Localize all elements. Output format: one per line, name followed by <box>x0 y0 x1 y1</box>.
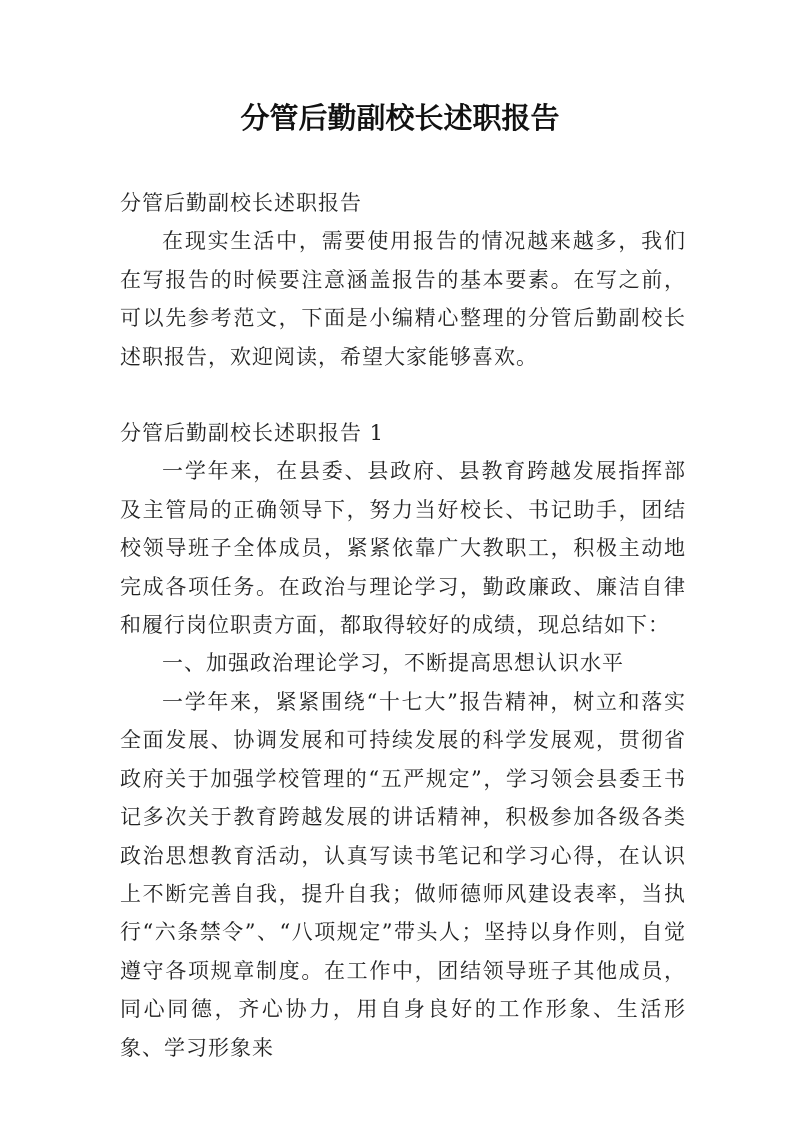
intro-heading: 分管后勤副校长述职报告 <box>120 191 362 215</box>
paragraph-spacer <box>120 376 686 414</box>
section-1-subheading: 一、加强政治理论学习，不断提高思想认识水平 <box>162 651 624 676</box>
section-1-heading: 分管后勤副校长述职报告 1 <box>120 421 385 446</box>
intro-paragraph: 在现实生活中，需要使用报告的情况越来越多，我们在写报告的时候要注意涵盖报告的基本要素。在写之前，可以先参考范文，下面是小编精心整理的分管后勤副校长述职报告，欢迎阅读，希望大家能够喜欢。 <box>120 229 686 369</box>
section-1-paragraph-1: 一学年来，在县委、县政府、县教育跨越发展指挥部及主管局的正确领导下，努力当好校长、书记助手，团结校领导班子全体成员，紧紧依靠广大教职工，积极主动地完成各项任务。在政治与理论学习，勤政廉政、廉洁自律和履行岗位职责方面，都取得较好的成绩，现总结如下： <box>120 459 686 638</box>
document-body <box>120 184 686 1067</box>
document-title: 分管后勤副校长述职报告 <box>240 101 560 135</box>
section-1-paragraph-2: 一学年来，紧紧围绕“十七大”报告精神，树立和落实全面发展、协调发展和可持续发展的科学发展观，贯彻省政府关于加强学校管理的“五严规定”，学习领会县委王书记多次关于教育跨越发展的讲话精神，积极参加各级各类政治思想教育活动，认真写读书笔记和学习心得，在认识上不断完善自我，提升自我；做师德师风建设表率，当执行“六条禁令”、“八项规定”带头人；坚持以身作则，自觉遵守各项规章制度。在工作中，团结领导班子其他成员，同心同德，齐心协力，用自身良好的工作形象、生活形象、学习形象来 <box>120 689 686 1060</box>
